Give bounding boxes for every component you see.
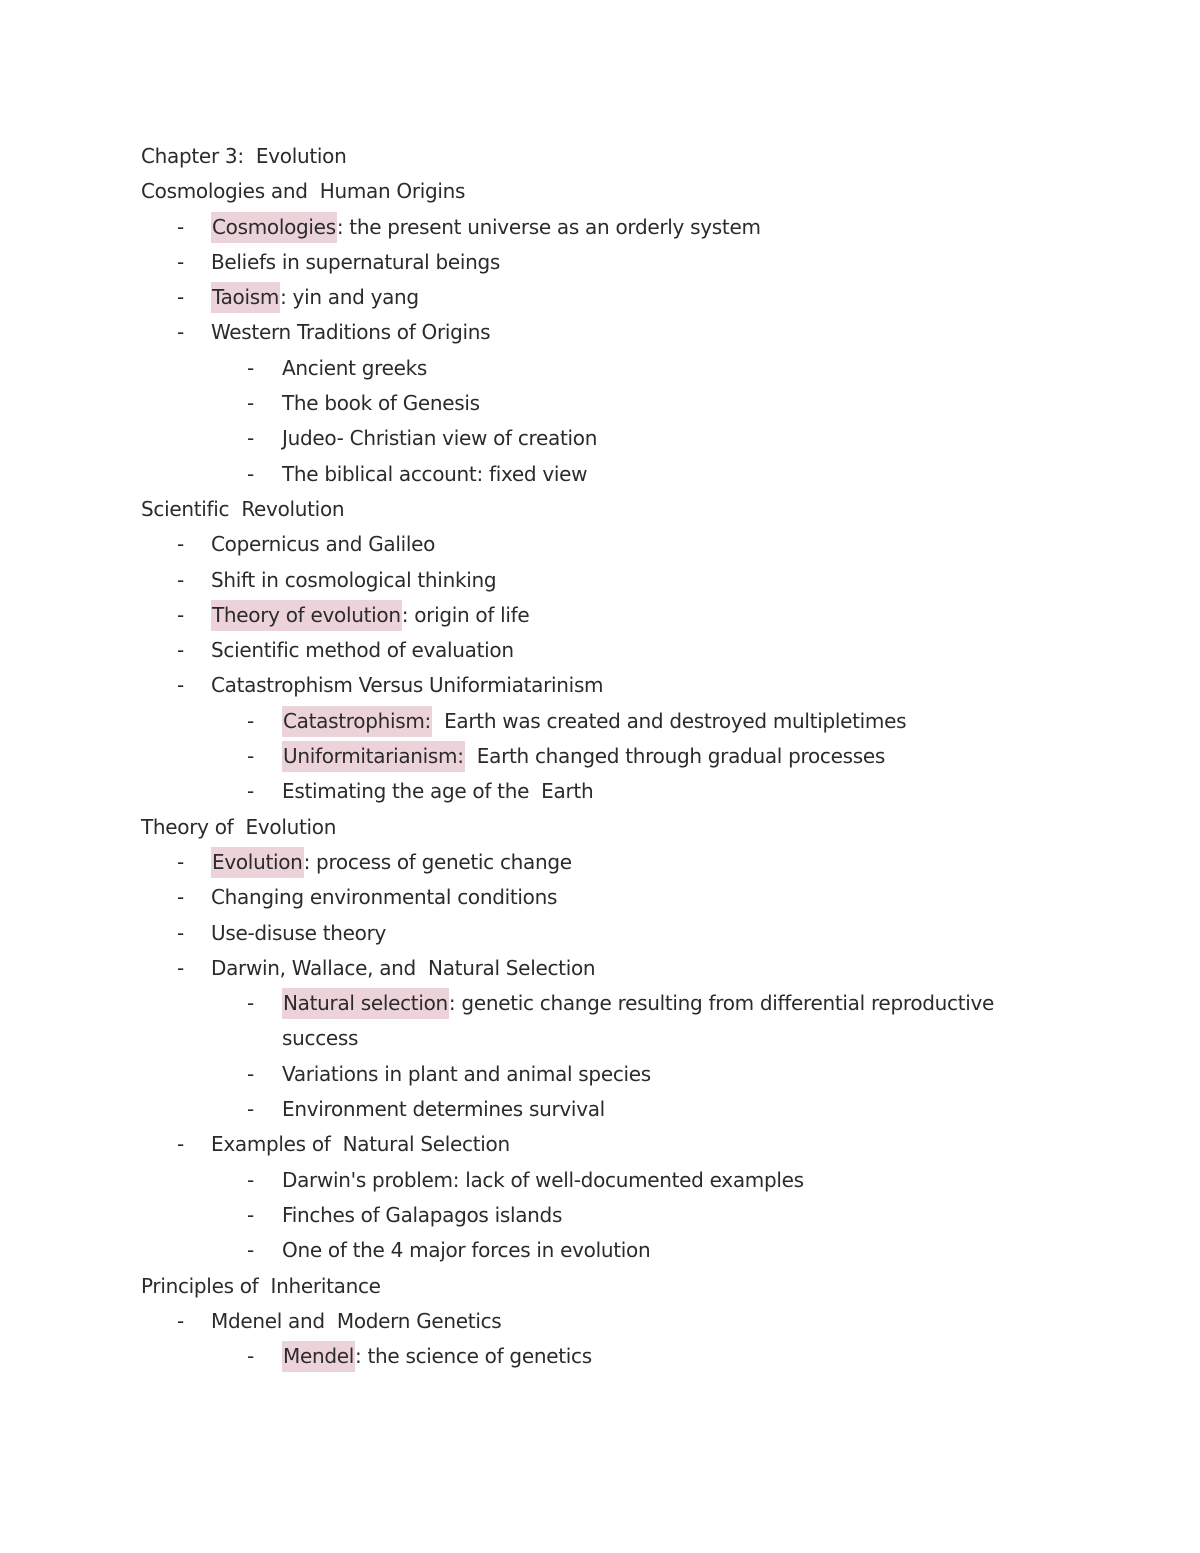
line-text: Variations in plant and animal species [282, 1061, 651, 1086]
line-content [141, 1269, 381, 1304]
line-text: The biblical account: fixed view [282, 461, 588, 486]
line-content [141, 139, 346, 174]
list-item [141, 1163, 1101, 1198]
highlighted-term: Taoism [211, 282, 280, 313]
list-item [141, 1092, 1101, 1127]
line-content [211, 668, 603, 703]
bullet-dash: - [177, 602, 184, 627]
line-content [282, 1198, 562, 1233]
line-content [282, 351, 427, 386]
line-text: Earth was created and destroyed multipletimes [431, 708, 907, 733]
bullet-dash: - [177, 285, 184, 310]
line-text: Darwin, Wallace, and Natural Selection [211, 955, 596, 980]
section-heading [141, 1269, 1101, 1304]
line-content [211, 563, 496, 598]
bullet-dash: - [247, 1202, 254, 1227]
list-item [141, 774, 1101, 809]
line-text: Shift in cosmological thinking [211, 567, 497, 592]
line-content [211, 845, 572, 880]
line-content [282, 1057, 651, 1092]
line-text: Changing environmental conditions [211, 885, 558, 910]
line-content [282, 704, 906, 739]
line-content [211, 633, 514, 668]
list-item [141, 739, 1101, 774]
highlighted-term: Catastrophism: [282, 706, 432, 737]
line-text: : the present universe as an orderly system [336, 214, 761, 239]
line-content [211, 1127, 510, 1162]
bullet-dash: - [247, 1097, 254, 1122]
line-text: Mdenel and Modern Genetics [211, 1308, 502, 1333]
section-heading [141, 810, 1101, 845]
line-text: Scientific Revolution [141, 496, 345, 521]
list-item [141, 880, 1101, 915]
list-item [141, 633, 1101, 668]
bullet-dash: - [177, 249, 184, 274]
line-content [211, 916, 386, 951]
line-text: Judeo- Christian view of creation [282, 426, 598, 451]
bullet-dash: - [177, 532, 184, 557]
line-text: : genetic change resulting from differential reproductive success [282, 991, 1001, 1051]
list-item [141, 668, 1101, 703]
line-content [282, 1233, 650, 1268]
line-text: Principles of Inheritance [141, 1273, 381, 1298]
line-content [282, 1163, 804, 1198]
line-text: Environment determines survival [282, 1097, 605, 1122]
section-heading [141, 139, 1101, 174]
line-text: : process of genetic change [303, 849, 572, 874]
list-item [141, 280, 1101, 315]
notes-document [141, 139, 1101, 1374]
highlighted-term: Natural selection [282, 988, 449, 1019]
bullet-dash: - [177, 1132, 184, 1157]
list-item [141, 210, 1101, 245]
list-item [141, 1198, 1101, 1233]
highlighted-term: Mendel [282, 1341, 355, 1372]
bullet-dash: - [247, 391, 254, 416]
bullet-dash: - [247, 779, 254, 804]
line-content [211, 951, 595, 986]
line-content [282, 774, 593, 809]
bullet-dash: - [177, 673, 184, 698]
list-item [141, 951, 1101, 986]
line-content [282, 386, 480, 421]
line-content [211, 245, 500, 280]
list-item [141, 1304, 1101, 1339]
line-content [282, 986, 1022, 1057]
bullet-dash: - [247, 744, 254, 769]
line-content [141, 174, 465, 209]
bullet-dash: - [247, 991, 254, 1016]
line-content [282, 1092, 605, 1127]
list-item [141, 421, 1101, 456]
line-text: : yin and yang [280, 285, 419, 310]
line-text: Beliefs in supernatural beings [211, 249, 501, 274]
line-text: Chapter 3: Evolution [141, 144, 347, 168]
line-text: Examples of Natural Selection [211, 1132, 510, 1157]
list-item [141, 1057, 1101, 1092]
list-item [141, 986, 1101, 1057]
bullet-dash: - [177, 567, 184, 592]
line-text: Cosmologies and Human Origins [141, 179, 466, 204]
line-text: Darwin's problem: lack of well-documented examples [282, 1167, 804, 1192]
line-text: : origin of life [401, 602, 530, 627]
list-item [141, 386, 1101, 421]
bullet-dash: - [247, 355, 254, 380]
line-content [282, 421, 597, 456]
line-content [282, 457, 587, 492]
list-item [141, 563, 1101, 598]
bullet-dash: - [247, 708, 254, 733]
list-item [141, 916, 1101, 951]
line-content [211, 880, 557, 915]
bullet-dash: - [177, 849, 184, 874]
bullet-dash: - [177, 320, 184, 345]
list-item [141, 845, 1101, 880]
list-item [141, 527, 1101, 562]
bullet-dash: - [247, 1061, 254, 1086]
bullet-dash: - [177, 1308, 184, 1333]
bullet-dash: - [247, 1344, 254, 1369]
line-text: Use-disuse theory [211, 920, 387, 945]
line-text: The book of Genesis [282, 391, 480, 416]
line-text: Earth changed through gradual processes [464, 744, 885, 769]
bullet-dash: - [177, 885, 184, 910]
line-content [211, 280, 419, 315]
bullet-dash: - [177, 955, 184, 980]
line-content [211, 1304, 501, 1339]
line-text: Copernicus and Galileo [211, 532, 436, 557]
section-heading [141, 174, 1101, 209]
line-text: Finches of Galapagos islands [282, 1202, 563, 1227]
highlighted-term: Uniformitarianism: [282, 741, 465, 772]
highlighted-term: Evolution [211, 847, 304, 878]
highlighted-term: Cosmologies [211, 212, 337, 243]
line-text: One of the 4 major forces in evolution [282, 1238, 651, 1263]
line-content [211, 527, 435, 562]
bullet-dash: - [177, 638, 184, 663]
bullet-dash: - [177, 214, 184, 239]
line-content [211, 210, 761, 245]
line-text: Scientific method of evaluation [211, 638, 514, 663]
bullet-dash: - [247, 426, 254, 451]
list-item [141, 351, 1101, 386]
list-item [141, 598, 1101, 633]
list-item [141, 245, 1101, 280]
line-content [282, 739, 885, 774]
line-content [282, 1339, 592, 1374]
list-item [141, 457, 1101, 492]
line-text: : the science of genetics [355, 1344, 592, 1369]
highlighted-term: Theory of evolution [211, 600, 402, 631]
line-content [141, 492, 344, 527]
bullet-dash: - [247, 1167, 254, 1192]
line-text: Ancient greeks [282, 355, 427, 380]
list-item [141, 315, 1101, 350]
bullet-dash: - [247, 1238, 254, 1263]
list-item [141, 704, 1101, 739]
line-text: Estimating the age of the Earth [282, 779, 594, 804]
line-text: Catastrophism Versus Uniformiatarinism [211, 673, 604, 698]
section-heading [141, 492, 1101, 527]
line-content [211, 315, 490, 350]
bullet-dash: - [177, 920, 184, 945]
list-item [141, 1127, 1101, 1162]
list-item [141, 1339, 1101, 1374]
line-text: Theory of Evolution [141, 814, 337, 839]
line-content [211, 598, 529, 633]
bullet-dash: - [247, 461, 254, 486]
list-item [141, 1233, 1101, 1268]
line-text: Western Traditions of Origins [211, 320, 491, 345]
line-content [141, 810, 336, 845]
